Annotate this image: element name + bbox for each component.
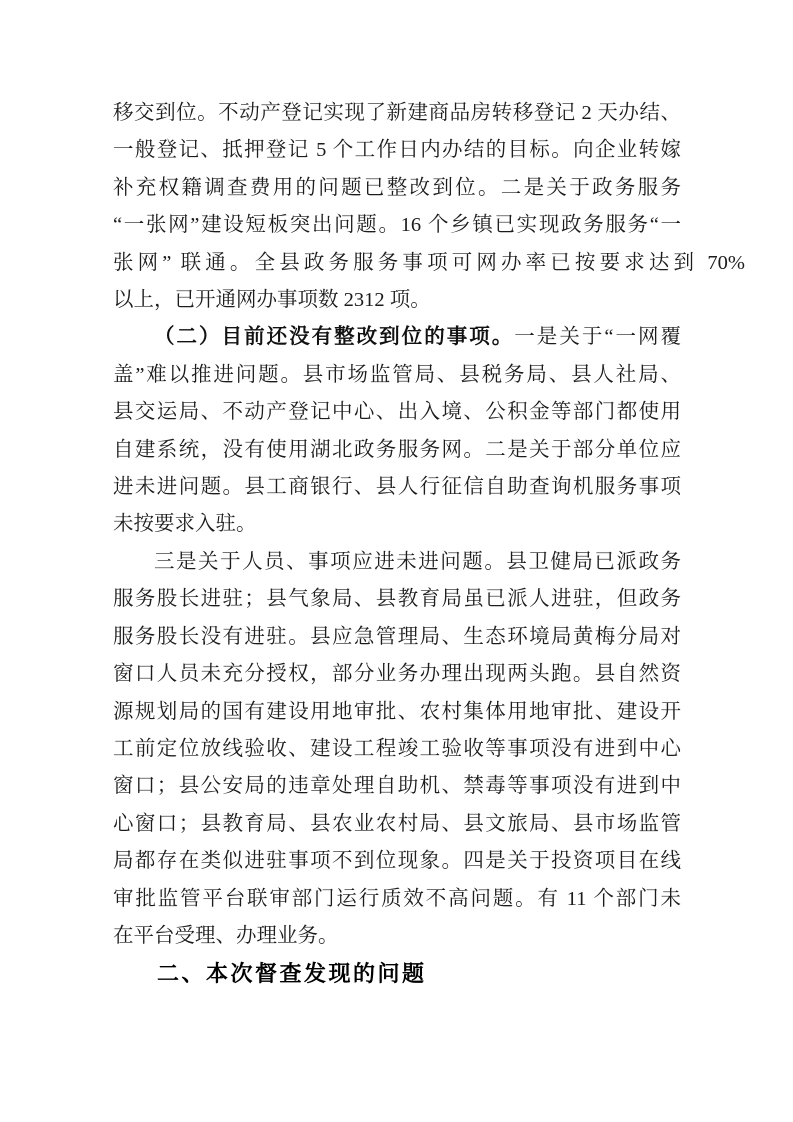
body-line: 一般登记、抵押登记 5 个工作日内办结的目标。向企业转嫁 xyxy=(113,139,681,162)
body-line-paragraph-end: 以上，已开通网办事项数 2312 项。 xyxy=(113,289,431,312)
body-line: 移交到位。不动产登记实现了新建商品房转移登记 2 天办结、 xyxy=(113,102,681,124)
body-line: 心窗口；县教育局、县农业农村局、县文旅局、县市场监管 xyxy=(113,812,681,835)
body-line: 局都存在类似进驻事项不到位现象。四是关于投资项目在线 xyxy=(113,850,681,873)
body-line: 审批监管平台联审部门运行质效不高问题。有 11 个部门未 xyxy=(113,887,681,910)
body-line: 盖”难以推进问题。县市场监管局、县税务局、县人社局、 xyxy=(113,363,681,386)
body-line: 服务股长进驻；县气象局、县教育局虽已派人进驻，但政务 xyxy=(113,588,681,611)
bold-subheading-run-in: （二）目前还没有整改到位的事项。 xyxy=(154,326,515,349)
body-line: 县交运局、不动产登记中心、出入境、公积金等部门都使用 xyxy=(113,401,681,424)
body-line-with-bold-lead xyxy=(113,319,681,356)
section-heading: 二、本次督查发现的问题 xyxy=(157,961,427,987)
body-line: 窗口人员未充分授权，部分业务办理出现两头跑。县自然资 xyxy=(113,663,681,686)
body-line: 自建系统，没有使用湖北政务服务网。二是关于部分单位应 xyxy=(113,438,681,461)
page-body-text xyxy=(113,95,745,993)
body-line: 进未进问题。县工商银行、县人行征信自助查询机服务事项 xyxy=(113,476,681,499)
body-line-paragraph-end: 未按要求入驻。 xyxy=(113,513,257,536)
body-line: 源规划局的国有建设用地审批、农村集体用地审批、建设开 xyxy=(113,700,681,723)
body-line: 服务股长没有进驻。县应急管理局、生态环境局黄梅分局对 xyxy=(113,625,681,648)
body-line: “一张网”建设短板突出问题。16 个乡镇已实现政务服务“一 xyxy=(113,214,681,237)
body-line-paragraph-start: 三是关于人员、事项应进未进问题。县卫健局已派政务 xyxy=(154,550,681,573)
body-line: 工前定位放线验收、建设工程竣工验收等事项没有进到中心 xyxy=(113,737,681,760)
body-line: 窗口；县公安局的违章处理自助机、禁毒等事项没有进到中 xyxy=(113,775,681,798)
body-line-rest: 一是关于“一网覆 xyxy=(514,326,681,349)
body-line: 补充权籍调查费用的问题已整改到位。二是关于政务服务 xyxy=(113,176,681,199)
body-line-overhang: 张网” 联通。全县政务服务事项可网办率已按要求达到 70% xyxy=(113,251,745,274)
body-line-paragraph-end: 在平台受理、办理业务。 xyxy=(113,924,339,947)
